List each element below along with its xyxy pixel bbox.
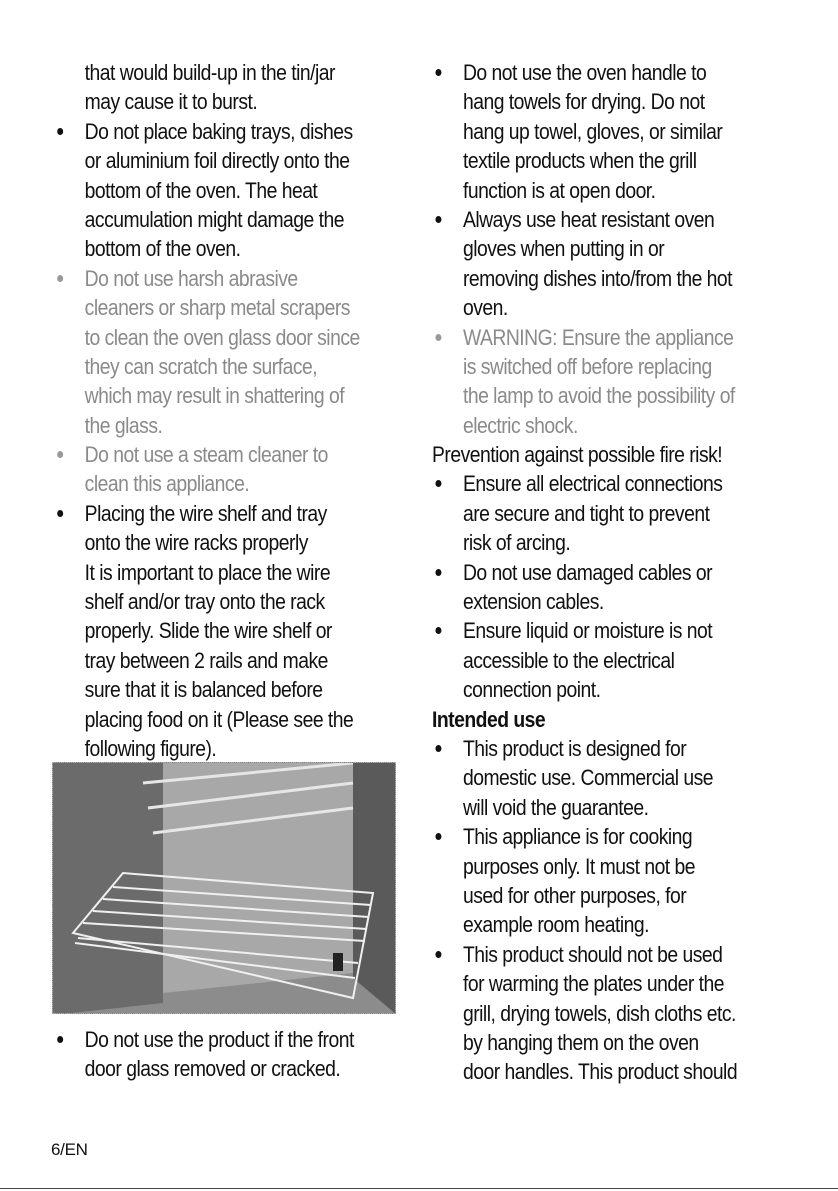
line-text: removing dishes into/from the hot	[462, 265, 733, 291]
text-line	[432, 176, 776, 205]
text-line	[52, 323, 362, 352]
text-line	[52, 528, 362, 557]
line-text: Placing the wire shelf and tray	[84, 500, 327, 526]
text-line	[52, 293, 362, 322]
text-line	[52, 117, 362, 146]
bullet-icon	[57, 275, 63, 282]
line-text: example room heating.	[462, 912, 649, 938]
bullet-icon	[435, 569, 441, 576]
text-line	[432, 323, 776, 352]
bullet-icon	[435, 216, 441, 223]
line-text: bottom of the oven.	[84, 236, 241, 262]
bullet-icon	[435, 69, 441, 76]
text-line	[52, 352, 362, 381]
text-line	[432, 352, 776, 381]
line-text: may cause it to burst.	[84, 89, 258, 115]
text-line	[52, 558, 362, 587]
text-line	[52, 381, 362, 410]
line-text: oven.	[462, 295, 508, 321]
bullet-icon	[435, 334, 441, 341]
line-text: accumulation might damage the	[84, 206, 345, 232]
line-text: Ensure all electrical connections	[462, 471, 723, 497]
line-text: the lamp to avoid the possibility of	[462, 383, 735, 409]
text-line	[432, 763, 776, 792]
line-text: which may result in shattering of	[84, 383, 345, 409]
text-line	[432, 969, 776, 998]
bullet-icon	[57, 128, 63, 135]
text-line	[432, 205, 776, 234]
bullet-icon	[57, 510, 63, 517]
text-line	[432, 411, 776, 440]
line-text: Intended use	[432, 706, 546, 732]
line-text: Do not use damaged cables or	[462, 559, 713, 585]
text-line	[432, 440, 776, 469]
text-line	[52, 1054, 362, 1083]
line-text: cleaners or sharp metal scrapers	[84, 295, 350, 321]
line-text: placing food on it (Please see the	[84, 706, 354, 732]
text-line	[52, 616, 362, 645]
left-column-continued	[52, 1025, 412, 1084]
line-text: Do not place baking trays, dishes	[84, 118, 353, 144]
section-heading	[432, 705, 776, 734]
text-line	[432, 146, 776, 175]
text-line	[52, 87, 362, 116]
line-text: It is important to place the wire	[84, 559, 331, 585]
line-text: function is at open door.	[462, 177, 656, 203]
line-text: risk of arcing.	[462, 530, 571, 556]
text-line	[432, 910, 776, 939]
text-line	[432, 499, 776, 528]
text-line	[52, 146, 362, 175]
line-text: Do not use the product if the front	[84, 1027, 354, 1052]
text-line	[432, 469, 776, 498]
text-line	[432, 822, 776, 851]
text-line	[52, 675, 362, 704]
line-text: This appliance is for cooking	[462, 824, 693, 850]
text-line	[432, 852, 776, 881]
line-text: are secure and tight to prevent	[462, 500, 710, 526]
line-text: or aluminium foil directly onto the	[84, 148, 350, 174]
line-text: by hanging them on the oven	[462, 1029, 699, 1055]
bullet-icon	[435, 833, 441, 840]
text-line	[432, 1057, 776, 1086]
line-text: door glass removed or cracked.	[84, 1056, 341, 1082]
text-line	[52, 58, 362, 87]
line-text: textile products when the grill	[462, 148, 697, 174]
text-line	[432, 1028, 776, 1057]
text-line	[432, 646, 776, 675]
line-text: following figure).	[84, 735, 217, 761]
line-text: is switched off before replacing	[462, 353, 712, 379]
line-text: connection point.	[462, 677, 601, 703]
text-line	[432, 881, 776, 910]
line-text: This product should not be used	[462, 941, 723, 967]
line-text: door handles. This product should	[462, 1059, 738, 1085]
line-text: used for other purposes, for	[462, 882, 687, 908]
line-text: they can scratch the surface,	[84, 353, 318, 379]
bullet-icon	[435, 627, 441, 634]
line-text: hang up towel, gloves, or similar	[462, 118, 723, 144]
line-text: properly. Slide the wire shelf or	[84, 618, 332, 644]
line-text: bottom of the oven. The heat	[84, 177, 318, 203]
text-line	[52, 587, 362, 616]
line-text: will void the guarantee.	[462, 794, 649, 820]
line-text: Do not use harsh abrasive	[84, 265, 298, 291]
line-text: extension cables.	[462, 589, 604, 615]
line-text: purposes only. It must not be	[462, 853, 696, 879]
text-line	[432, 528, 776, 557]
line-text: accessible to the electrical	[462, 647, 675, 673]
bullet-icon	[57, 451, 63, 458]
text-line	[52, 176, 362, 205]
text-line	[52, 499, 362, 528]
text-line	[432, 734, 776, 763]
bullet-icon	[435, 745, 441, 752]
text-line	[432, 587, 776, 616]
text-line	[52, 411, 362, 440]
text-line	[432, 999, 776, 1028]
text-line	[432, 381, 776, 410]
text-line	[432, 616, 776, 645]
bullet-icon	[57, 1036, 63, 1043]
oven-shelf-illustration	[53, 763, 396, 1014]
line-text: the glass.	[84, 412, 163, 438]
text-line	[52, 1025, 362, 1054]
text-line	[432, 234, 776, 263]
line-text: Ensure liquid or moisture is not	[462, 618, 713, 644]
line-text: tray between 2 rails and make	[84, 647, 328, 673]
line-text: to clean the oven glass door since	[84, 324, 360, 350]
text-line	[52, 646, 362, 675]
line-text: Prevention against possible fire risk!	[432, 442, 723, 468]
text-line	[52, 264, 362, 293]
text-line	[432, 558, 776, 587]
line-text: hang towels for drying. Do not	[462, 89, 705, 115]
line-text: onto the wire racks properly	[84, 530, 308, 556]
text-line	[52, 705, 362, 734]
line-text: domestic use. Commercial use	[462, 765, 714, 791]
text-line	[432, 293, 776, 322]
text-line	[432, 264, 776, 293]
bullet-icon	[435, 480, 441, 487]
line-text: Do not use a steam cleaner to	[84, 442, 328, 468]
line-text: electric shock.	[462, 412, 578, 438]
line-text: that would build-up in the tin/jar	[84, 60, 335, 85]
line-text: WARNING: Ensure the appliance	[462, 324, 734, 350]
footer-rule	[0, 1188, 838, 1189]
line-text: grill, drying towels, dish cloths etc.	[462, 1000, 736, 1026]
line-text: Always use heat resistant oven	[462, 206, 715, 232]
line-text: gloves when putting in or	[462, 236, 665, 262]
text-line	[432, 940, 776, 969]
line-text: shelf and/or tray onto the rack	[84, 589, 325, 615]
text-line	[432, 87, 776, 116]
text-line	[52, 205, 362, 234]
left-column	[52, 58, 412, 763]
line-text: sure that it is balanced before	[84, 677, 323, 703]
text-line	[432, 117, 776, 146]
bullet-icon	[435, 951, 441, 958]
page-number: 6/EN	[51, 1140, 88, 1159]
text-line	[52, 234, 362, 263]
right-column	[432, 58, 832, 1087]
oven-wire-shelf-figure	[52, 762, 396, 1014]
line-text: This product is designed for	[462, 735, 687, 761]
text-line	[432, 58, 776, 87]
line-text: Do not use the oven handle to	[462, 60, 707, 85]
line-text: for warming the plates under the	[462, 971, 724, 997]
text-line	[52, 469, 362, 498]
text-line	[432, 675, 776, 704]
text-line	[52, 734, 362, 763]
text-line	[52, 440, 362, 469]
line-text: clean this appliance.	[84, 471, 250, 497]
text-line	[432, 793, 776, 822]
